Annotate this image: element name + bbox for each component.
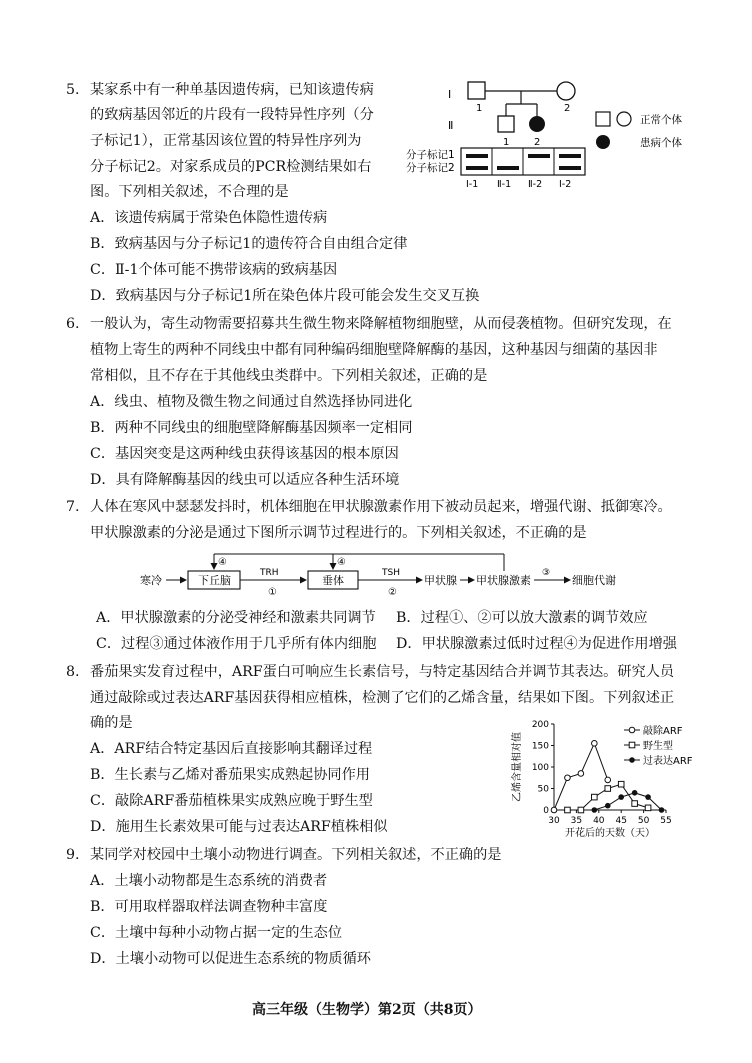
- individual-number: 2: [564, 103, 571, 114]
- q9-option-c: C．土壤中每种小动物占据一定的生态位: [90, 925, 343, 941]
- lane-label: Ⅱ-1: [497, 179, 512, 190]
- legend-normal-circle: [617, 112, 631, 126]
- data-point: [632, 790, 638, 796]
- step-4-label: ④: [218, 557, 227, 568]
- data-point: [565, 775, 571, 781]
- data-point: [618, 794, 624, 800]
- legend-marker: [629, 757, 635, 763]
- son-square: [498, 116, 514, 132]
- q9-number: 9.: [66, 847, 80, 863]
- q6-number: 6.: [66, 316, 80, 332]
- page-footer: 高三年级（生物学）第2页（共8页）: [252, 1002, 482, 1018]
- data-point: [551, 807, 557, 813]
- lane-label: Ⅱ-2: [528, 179, 543, 190]
- q9-stem-line: 某同学对校园中土壤小动物进行调查。下列相关叙述，不正确的是: [90, 847, 502, 863]
- gel-band: [559, 154, 581, 158]
- generation-2-label: Ⅱ: [448, 119, 454, 132]
- q6-stem-line: 常相似，且不存在于其他线虫类群中。下列相关叙述，正确的是: [90, 368, 488, 384]
- data-point: [632, 801, 638, 807]
- q5-stem-line: 某家系中有一种单基因遗传病，已知该遗传病: [90, 82, 374, 98]
- mother-circle: [557, 82, 575, 100]
- step-3-label: ③: [542, 568, 551, 578]
- data-point: [592, 807, 598, 813]
- q5-option-c: C．Ⅱ-1个体可能不携带该病的致病基因: [90, 262, 338, 278]
- q9-option-d: D．土壤小动物可以促进生态系统的物质循环: [90, 951, 371, 967]
- q5-stem-line: 分子标记2。对家系成员的PCR检测结果如右: [90, 159, 372, 175]
- generation-1-label: Ⅰ: [448, 88, 452, 101]
- step-4-label: ④: [337, 557, 346, 568]
- legend-normal-label: 正常个体: [640, 114, 682, 126]
- q7-number: 7.: [66, 499, 80, 515]
- gel-band: [466, 154, 488, 158]
- legend-affected-label: 患病个体: [640, 137, 682, 149]
- q6-option-b: B．两种不同线虫的细胞壁降解酶基因频率一定相同: [90, 420, 413, 436]
- x-tick-label: 50: [637, 816, 650, 826]
- q9-option-b: B．可用取样器取样法调查物种丰富度: [90, 899, 328, 915]
- pedigree-figure: [406, 74, 740, 194]
- regulation-diagram: [140, 550, 660, 598]
- gel-band: [466, 166, 488, 170]
- legend-marker: [629, 742, 635, 748]
- q5-option-a: A．该遗传病属于常染色体隐性遗传病: [90, 210, 328, 226]
- data-point: [592, 794, 598, 800]
- y-tick-label: 50: [537, 784, 549, 795]
- q5-number: 5.: [66, 82, 80, 98]
- q7-option-b: B．过程①、②可以放大激素的调节效应: [396, 610, 648, 626]
- legend-label: 过表达ARF: [643, 756, 693, 767]
- q8-stem-line: 番茄果实发育过程中，ARF蛋白可响应生长素信号，与特定基因结合并调节其表达。研究人员: [90, 664, 675, 680]
- data-point: [645, 805, 651, 811]
- legend-label: 敲除ARF: [643, 726, 683, 737]
- gel-band: [559, 166, 581, 170]
- q6-option-a: A．线虫、植物及微生物之间通过自然选择协同进化: [90, 394, 413, 410]
- data-point: [618, 781, 624, 787]
- trh-label: TRH: [260, 568, 279, 578]
- legend-marker: [629, 727, 635, 733]
- tsh-label: TSH: [382, 568, 400, 578]
- individual-number: 1: [476, 103, 483, 114]
- q5-option-d: D．致病基因与分子标记1所在染色体片段可能会发生交叉互换: [90, 288, 480, 304]
- affected-daughter-circle: [529, 116, 545, 132]
- legend-normal-square: [596, 112, 610, 126]
- data-point: [578, 807, 584, 813]
- pituitary-label: 垂体: [322, 574, 344, 587]
- q8-option-b: B．生长素与乙烯对番茄果实成熟起协同作用: [90, 767, 370, 783]
- data-point: [578, 771, 584, 777]
- hypothalamus-label: 下丘脑: [198, 574, 231, 587]
- q7-option-c: C．过程③通过体液作用于几乎所有体内细胞: [96, 636, 377, 652]
- y-axis-label: 乙烯含量相对值: [512, 732, 523, 802]
- y-tick-label: 150: [531, 741, 549, 752]
- x-tick-label: 45: [615, 816, 627, 826]
- data-point: [605, 786, 611, 792]
- x-tick-label: 30: [548, 816, 560, 826]
- q6-stem-line: 一般认为，寄生动物需要招募共生微生物来降解植物细胞壁，从而侵袭植物。但研究发现，在: [90, 316, 672, 332]
- q9-option-a: A．土壤小动物都是生态系统的消费者: [90, 873, 328, 889]
- q7-stem-line: 人体在寒风中瑟瑟发抖时，机体细胞在甲状腺激素作用下被动员起来，增强代谢、抵御寒冷。: [90, 499, 672, 515]
- q8-option-d: D．施用生长素效果可能与过表达ARF植株相似: [90, 819, 388, 835]
- y-tick-label: 0: [543, 806, 549, 816]
- q8-option-c: C．敲除ARF番茄植株果实成熟应晚于野生型: [90, 793, 373, 809]
- step-1-label: ①: [268, 587, 277, 598]
- q7-stem-line: 甲状腺激素的分泌是通过下图所示调节过程进行的。下列相关叙述，不正确的是: [90, 525, 587, 541]
- data-point: [605, 803, 611, 809]
- x-axis-label: 开花后的天数（天）: [565, 828, 655, 839]
- q5-stem-line: 的致病基因邻近的片段有一段特异性序列（分: [90, 107, 374, 123]
- x-tick-label: 40: [593, 816, 605, 826]
- data-point: [605, 777, 611, 783]
- q8-number: 8.: [66, 664, 80, 680]
- gel-band: [528, 154, 550, 158]
- q7-option-d: D．甲状腺激素过低时过程④为促进作用增强: [396, 636, 677, 652]
- q5-stem-line: 图。下列相关叙述，不合理的是: [90, 184, 289, 200]
- lane-label: Ⅰ-1: [466, 179, 479, 190]
- q8-stem-line: 通过敲除或过表达ARF基因获得相应植株，检测了它们的乙烯含量，结果如下图。下列叙述正: [90, 690, 675, 706]
- thyroid-label: 甲状腺: [424, 574, 457, 587]
- q6-stem-line: 植物上寄生的两种不同线虫中都有同种编码细胞壁降解酶的基因，这种基因与细菌的基因非: [90, 342, 658, 358]
- legend-label: 野生型: [643, 741, 673, 752]
- marker2-label: 分子标记2: [406, 162, 455, 174]
- y-tick-label: 100: [531, 763, 549, 773]
- q6-option-d: D．具有降解酶基因的线虫可以适应各种生活环境: [90, 472, 400, 488]
- q8-stem-line: 确的是: [90, 715, 133, 731]
- y-tick-label: 200: [531, 720, 549, 730]
- data-point: [645, 794, 651, 800]
- x-tick-label: 35: [570, 816, 583, 826]
- metabolism-label: 细胞代谢: [572, 574, 616, 587]
- q8-option-a: A．ARF结合特定基因后直接影响其翻译过程: [90, 741, 373, 757]
- q5-stem-line: 子标记1），正常基因该位置的特异性序列为: [90, 133, 362, 149]
- q7-option-a: A．甲状腺激素的分泌受神经和激素共同调节: [96, 610, 376, 626]
- data-point: [659, 807, 665, 813]
- individual-number: 1: [503, 137, 510, 148]
- series-line: [594, 793, 661, 810]
- ethylene-chart: [506, 716, 716, 840]
- father-square: [468, 82, 485, 99]
- data-point: [565, 807, 571, 813]
- q6-option-c: C．基因突变是这两种线虫获得该基因的根本原因: [90, 446, 399, 462]
- marker1-label: 分子标记1: [406, 149, 455, 161]
- step-2-label: ②: [388, 587, 397, 598]
- x-tick-label: 55: [660, 816, 672, 826]
- q5-option-b: B．致病基因与分子标记1的遗传符合自由组合定律: [90, 236, 408, 252]
- cold-label: 寒冷: [140, 574, 162, 587]
- lane-label: Ⅰ-2: [559, 179, 572, 190]
- gel-band: [497, 166, 519, 170]
- legend-affected-circle: [596, 135, 610, 149]
- individual-number: 2: [534, 137, 541, 148]
- thyroid-hormone-label: 甲状腺激素: [476, 574, 531, 587]
- data-point: [592, 741, 598, 747]
